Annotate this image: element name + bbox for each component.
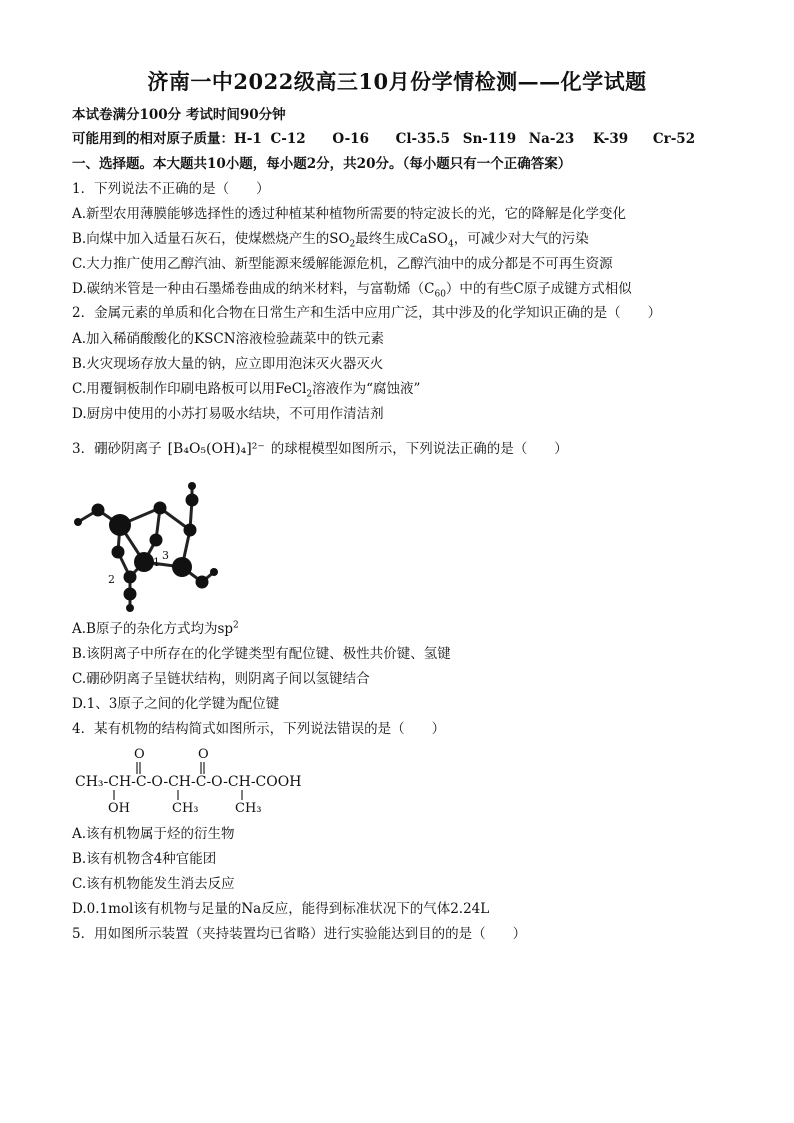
atomic-mass-cl: Cl-35.5: [395, 131, 451, 147]
q1-option-a: A.新型农用薄膜能够选择性的透过种植某种植物所需要的特定波长的光，它的降解是化学变化: [72, 206, 627, 222]
structural-formula: [70, 742, 330, 818]
atomic-mass-c: C-12: [270, 131, 306, 147]
q5-stem: 5．用如图所示装置（夹持装置均已省略）进行实验能达到目的的是（ ）: [72, 926, 527, 942]
ball-stick-model: [70, 470, 240, 620]
q1-stem: 1．下列说法不正确的是（ ）: [72, 181, 270, 197]
atomic-mass-h: H-1: [234, 131, 262, 147]
atomic-masses: [72, 130, 695, 148]
q4-stem: 4．某有机物的结构简式如图所示，下列说法错误的是（ ）: [72, 721, 446, 737]
q3-option-c: C.硼砂阴离子呈链状结构，则阴离子间以氢键结合: [72, 671, 370, 687]
atomic-mass-o: O-16: [332, 131, 369, 147]
borax-formula: [B₄O₅(OH)₄]²⁻: [167, 441, 265, 457]
atomic-mass-k: K-39: [592, 131, 629, 147]
q2-option-a: A.加入稀硝酸酸化的KSCN溶液检验蔬菜中的铁元素: [72, 331, 385, 347]
atom-label-3: 3: [162, 549, 169, 562]
formula-main-chain: CH₃-CH-C-O-CH-C-O-CH-COOH: [75, 774, 302, 790]
formula-carbonyl-o2: O: [198, 747, 209, 762]
q4-option-a: A.该有机物属于烃的衍生物: [72, 826, 235, 842]
atom-label-2: 2: [108, 573, 115, 586]
q4-option-d: D.0.1mol该有机物与足量的Na反应，能得到标准状况下的气体2.24L: [72, 901, 490, 917]
atomic-mass-cr: Cr-52: [652, 131, 696, 147]
formula-carbonyl-o1: O: [134, 747, 145, 762]
q4-option-b: B.该有机物含4种官能团: [72, 851, 217, 867]
q3-stem: 3．硼砂阴离子 [B₄O₅(OH)₄]²⁻ 的球棍模型如图所示，下列说法正确的是（ ）: [72, 441, 568, 457]
atomic-mass-na: Na-23: [528, 131, 575, 147]
atomic-mass-sn: Sn-119: [462, 131, 517, 147]
formula-methyl-2: CH₃: [235, 801, 262, 816]
q3-option-b: B.该阴离子中所存在的化学键类型有配位键、极性共价键、氢键: [72, 646, 451, 662]
q4-option-c: C.该有机物能发生消去反应: [72, 876, 235, 892]
exam-info: 本试卷满分100分 考试时间90分钟: [72, 107, 286, 123]
q2-option-b: B.火灾现场存放大量的钠，应立即用泡沫灭火器灭火: [72, 356, 384, 372]
section-heading: 一、选择题。本大题共10小题，每小题2分，共20分。（每小题只有一个正确答案）: [72, 156, 572, 172]
q2-stem: 2．金属元素的单质和化合物在日常生产和生活中应用广泛，其中涉及的化学知识正确的是（ ）: [72, 305, 662, 321]
formula-methyl-1: CH₃: [172, 801, 199, 816]
q2-option-c: C.用覆铜板制作印刷电路板可以用FeCl$_2$溶液作为“腐蚀液”: [72, 381, 421, 400]
atom-label-1: 1: [153, 556, 160, 569]
q1-option-b: B.向煤中加入适量石灰石，使煤燃烧产生的$SO_2$最终生成CaSO$_4$，可减少对大气的污染: [72, 231, 589, 250]
q2-option-d: D.厨房中使用的小苏打易吸水结块，不可用作清洁剂: [72, 406, 384, 422]
atomic-mass-label: 可能用到的相对原子质量：: [72, 131, 234, 147]
formula-hydroxyl: OH: [108, 801, 130, 816]
q1-option-c: C.大力推广使用乙醇汽油、新型能源来缓解能源危机，乙醇汽油中的成分都是不可再生资源: [72, 256, 613, 272]
q1-option-d: D.碳纳米管是一种由石墨烯卷曲成的纳米材料，与富勒烯$(C_{60})$中的有些C原子成键方式相似: [72, 281, 632, 300]
q3-option-d: D.1、3原子之间的化学键为配位键: [72, 696, 280, 712]
q3-option-a: A.B原子的杂化方式均为$sp^2$: [72, 620, 239, 637]
page-title: 济南一中2022级高三10月份学情检测——化学试题: [147, 69, 647, 94]
